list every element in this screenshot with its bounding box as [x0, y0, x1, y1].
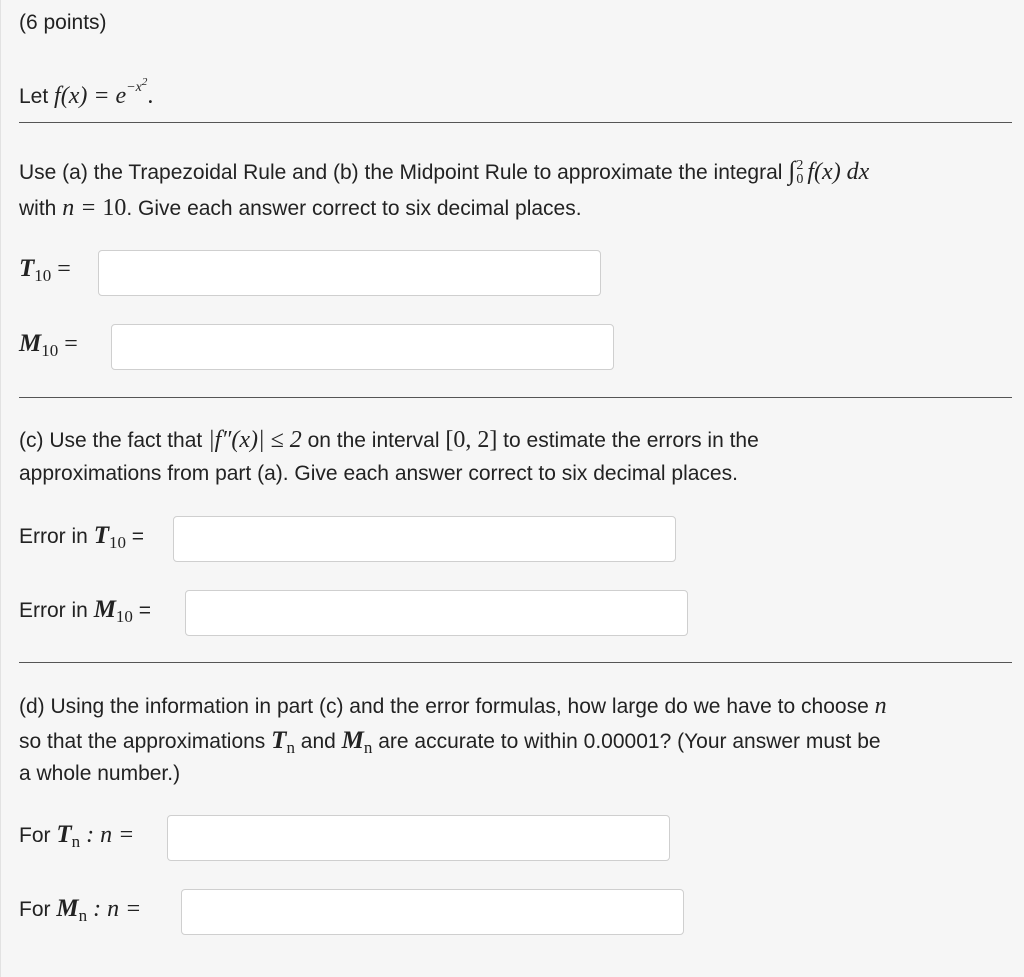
for-mn-input[interactable] [181, 889, 684, 935]
part-c-text3: to estimate the errors in the [497, 429, 759, 452]
divider-2 [19, 397, 1012, 398]
m-subscript: 10 [41, 341, 59, 360]
integral-limits [796, 159, 803, 187]
intro-period: . [147, 83, 154, 109]
t10-label [19, 255, 71, 286]
part-ab-instruction: . Give each answer correct to six decimal places. [126, 197, 582, 220]
part-d-line1 [19, 690, 887, 723]
part-ab-line1 [19, 154, 869, 189]
part-c-line2: approximations from part (a). Give each answer correct to six decimal places. [19, 462, 738, 485]
t10-input[interactable] [98, 250, 601, 296]
part-d-tn: T [271, 727, 287, 754]
for-mn-label [19, 895, 141, 926]
exponent-power: 2 [141, 76, 148, 88]
error-m-prefix: Error in [19, 599, 94, 622]
error-t-equals: = [125, 525, 145, 548]
m10-input[interactable] [111, 324, 614, 370]
error-t10-input[interactable] [173, 516, 676, 562]
function-exponent [126, 76, 148, 95]
m10-label [19, 330, 78, 361]
integral-lower: 0 [796, 172, 804, 188]
for-tn-prefix: For [19, 824, 57, 847]
part-c-text1: (c) Use the fact that [19, 429, 209, 452]
error-m-subscript: 10 [115, 607, 133, 626]
part-d-line3: a whole number.) [19, 762, 181, 785]
error-m-equals: = [132, 599, 152, 622]
for-tn-colon: : n = [80, 822, 135, 848]
t-subscript: 10 [34, 266, 52, 285]
for-tn-symbol: T [56, 821, 72, 848]
integral-symbol: ∫ [788, 156, 796, 185]
error-t-symbol: T [93, 522, 109, 549]
n-equals: n = [62, 195, 103, 221]
exponent-base: −x [126, 80, 142, 95]
t-symbol: T [19, 255, 35, 282]
for-mn-sub: n [78, 906, 88, 925]
for-mn-symbol: M [56, 895, 79, 922]
part-d-text1: (d) Using the information in part (c) and the error formulas, how large do we have to choose [19, 695, 875, 718]
part-d-mn: M [341, 727, 364, 754]
part-d-text3: are accurate to within 0.00001? (Your answer must be [372, 730, 881, 753]
error-t-subscript: 10 [108, 533, 126, 552]
part-c-line1 [19, 424, 759, 457]
part-ab-text: Use (a) the Trapezoidal Rule and (b) the Midpoint Rule to approximate the integral [19, 161, 789, 184]
part-ab-line2 [19, 192, 582, 225]
interval: [0, 2] [445, 427, 498, 453]
for-mn-prefix: For [19, 898, 57, 921]
for-tn-input[interactable] [167, 815, 670, 861]
error-m10-label [19, 596, 151, 627]
m-symbol: M [19, 330, 42, 357]
part-d-text2: so that the approximations [19, 730, 272, 753]
intro-prefix: Let [19, 85, 55, 108]
n-value: 10 [102, 195, 127, 221]
m-equals: = [58, 331, 78, 357]
divider-3 [19, 662, 1012, 663]
part-ab-with: with [19, 197, 63, 220]
part-d-tn-sub: n [286, 738, 295, 757]
for-mn-colon: : n = [87, 896, 142, 922]
integrand: f(x) dx [807, 159, 870, 185]
part-d-mn-sub: n [363, 738, 373, 757]
integral-upper: 2 [796, 158, 804, 174]
for-tn-sub: n [71, 832, 81, 851]
part-c-text2: on the interval [301, 429, 446, 452]
divider-1 [19, 122, 1012, 123]
part-d-and: and [294, 730, 342, 753]
error-m10-input[interactable] [185, 590, 688, 636]
error-t10-label [19, 522, 144, 553]
part-d-n: n [874, 693, 887, 719]
function-expression: f(x) = e [54, 83, 127, 109]
t-equals: = [51, 256, 71, 282]
for-tn-label [19, 821, 134, 852]
second-derivative-bound: |f″(x)| ≤ 2 [208, 427, 302, 453]
error-t-prefix: Error in [19, 525, 94, 548]
function-definition [19, 66, 153, 113]
points-label: (6 points) [19, 11, 107, 34]
error-m-symbol: M [93, 596, 116, 623]
